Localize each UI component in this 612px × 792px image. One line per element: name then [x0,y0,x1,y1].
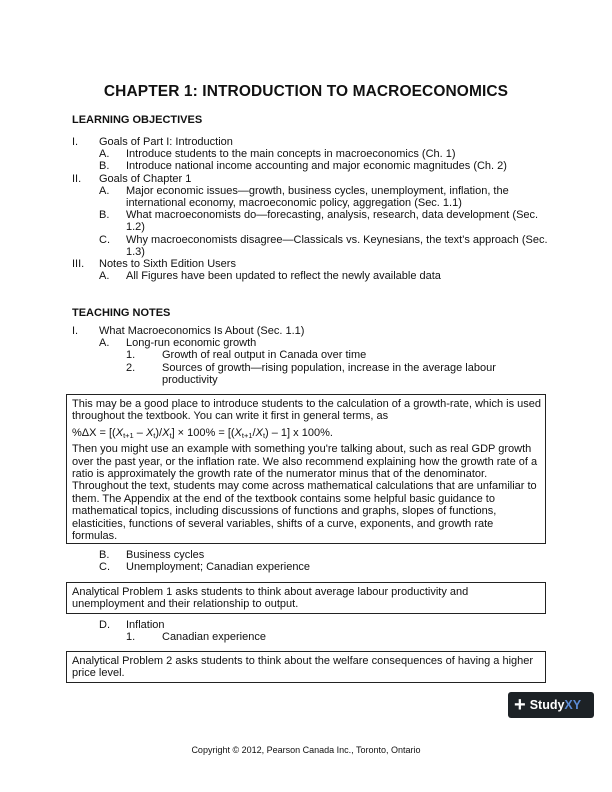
plus-icon: + [514,694,526,716]
outline-item: D. Inflation [99,619,165,631]
chapter-title: CHAPTER 1: INTRODUCTION TO MACROECONOMICS [103,83,509,100]
analytical-problem-1-box [66,582,546,614]
outline-item: 1. Growth of real output in Canada over time [126,349,367,362]
teaching-notes-list-3 [72,619,552,643]
growth-rate-formula: $\%\Delta X = [(X_{t+1} - X_t)/X_t] \times 100\% = [(X_{t+1}/X_t) - 1]$ x 100%. [72,426,333,440]
outline-item: B. Introduce national income accounting and major economic magnitudes (Ch. 2) [99,160,507,173]
outline-item: A. All Figures have been updated to reflect the newly available data [99,270,441,283]
outline-item: B. What macroeconomists do—forecasting, analysis, research, data development (Sec. 1.2) [99,209,539,234]
learning-objectives-list [72,136,552,282]
outline-item: II. Goals of Chapter 1 [72,172,192,185]
outline-item: 1. Canadian experience [126,631,266,644]
outline-item: C. Why macroeconomists disagree—Classicals vs. Keynesians, the text's approach (Sec. 1.3) [99,233,548,258]
note-paragraph: Then you might use an example with something you're talking about, such as real GDP growth over the past year, or the inflation rate. We also recommend explaining how the growth rate of a ratio is approximately the growth rate of the numerator minus that of the denominator. Throughout the text, students may come across mathematical calculations that are unfamiliar to them. The Appendix at the end of the textbook contains some helpful basic guidance to mathematical topics, including discussions of functions and graphs, slopes of functions, elasticities, functions of several variables, shifts of a curve, exponents, and growth rate formulas. [72,443,538,543]
outline-item: A. Major economic issues—growth, business cycles, unemployment, inflation, the international economy, macroeconomic policy, aggregation (Sec. 1.1) [99,184,509,210]
teaching-notes-list [72,325,552,386]
outline-item: III. Notes to Sixth Edition Users [72,258,236,271]
note-paragraph: Analytical Problem 2 asks students to think about the welfare consequences of having a higher price level. [72,655,534,680]
learning-objectives-heading: LEARNING OBJECTIVES [72,114,203,126]
studyxy-logo: + Study XY [508,692,594,718]
teaching-notes-heading: TEACHING NOTES [72,307,171,319]
copyright-footer: Copyright © 2012, Pearson Canada Inc., Toronto, Ontario [191,745,421,755]
analytical-problem-2-box [66,651,546,683]
outline-item: A. Introduce students to the main concepts in macroeconomics (Ch. 1) [99,148,456,161]
outline-item: C. Unemployment; Canadian experience [99,561,311,574]
outline-item: A. Long-run economic growth [99,337,257,350]
teaching-notes-list-2 [72,549,552,573]
growth-rate-note-box [66,394,546,544]
outline-item: I. Goals of Part I: Introduction [72,136,233,148]
note-paragraph: This may be a good place to introduce students to the calculation of a growth-rate, which is used throughout the textbook. You can write it first in general terms, as [72,398,541,423]
outline-item: 2. Sources of growth—rising population, increase in the average labour productivity [126,361,496,386]
outline-item: B. Business cycles [99,549,205,561]
note-paragraph: Analytical Problem 1 asks students to think about average labour productivity and unemployment and their relationship to output. [72,586,469,611]
outline-item: I. What Macroeconomics Is About (Sec. 1.1) [72,325,305,337]
